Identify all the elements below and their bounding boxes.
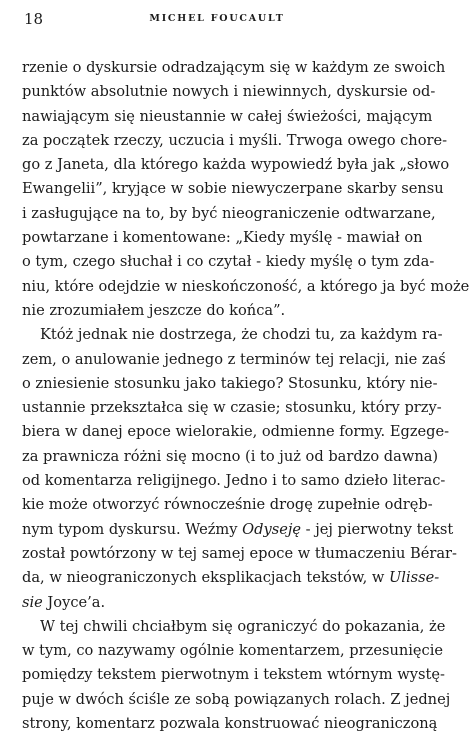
text-line (22, 518, 454, 542)
text-segment: pomiędzy tekstem pierwotnym i tekstem wtórnym wystę- (22, 666, 445, 684)
text-line (22, 129, 448, 153)
text-segment: W tej chwili chciałbym się ograniczyć do pokazania, że (40, 617, 446, 635)
text-segment: nym typom dyskursu. Weźmy (22, 520, 238, 538)
text-segment: puje w dwóch ściśle ze sobą powiązanych rolach. Z jednej (22, 690, 451, 708)
text-segment: rzenie o dyskursie odradzającym się w każdym ze swoich (22, 59, 446, 76)
text-line (22, 469, 446, 493)
text-segment: został powtórzony w tej samej epoce w tłumaczeniu Bérar- (22, 544, 457, 562)
text-line (22, 105, 433, 129)
text-segment: nie zrozumiałem jeszcze do końca”. (22, 301, 286, 319)
text-line (22, 663, 445, 687)
text-line (22, 420, 450, 444)
text-line (22, 299, 415, 323)
text-segment: powtarzane i komentowane: „Kiedy myślę - mawiał on (22, 229, 423, 247)
text-segment: i zasługujące na to, by być nieograniczenie odtwarzane, (22, 204, 436, 222)
text-line (22, 323, 443, 347)
text-segment: strony, komentarz pozwala konstruować nieograniczoną (22, 715, 438, 733)
text-line (22, 372, 438, 396)
text-segment: Ewangelii”, kryjące w sobie niewyczerpane skarby sensu (22, 180, 444, 198)
text-segment: go z Janeta, dla którego każda wypowiedź była jak „słowo (22, 156, 450, 174)
text-line (22, 348, 446, 372)
text-segment: niu, które odejdzie w nieskończoność, a którego ja być może (22, 277, 469, 295)
body-text (22, 56, 469, 736)
text-line (22, 226, 423, 250)
text-segment: o zniesienie stosunku jako takiego? Stosunku, który nie- (22, 374, 438, 392)
running-head: MICHEL FOUCAULT (149, 13, 285, 24)
text-segment: o tym, czego słuchał i co czytał - kiedy myślę o tym zda- (22, 253, 435, 271)
text-line (22, 56, 446, 80)
page-header (24, 10, 410, 32)
text-line (22, 591, 415, 615)
text-segment: za prawnicza różni się mocno (i to już od bardzo dawna) (22, 447, 439, 465)
text-segment: nawiającym się nieustannie w całej świeżości, mającym (22, 107, 433, 125)
text-segment: punktów absolutnie nowych i niewinnych, dyskursie od- (22, 83, 436, 101)
text-line (22, 615, 446, 639)
text-segment: Joyce’a. (42, 593, 106, 611)
text-segment: w tym, co nazywamy ogólnie komentarzem, przesunięcie (22, 642, 444, 660)
text-line (22, 275, 469, 299)
text-line (22, 688, 451, 712)
text-segment: Któż jednak nie dostrzega, że chodzi tu, za każdym ra- (40, 326, 443, 344)
page-number: 18 (24, 10, 44, 28)
text-segment: zem, o anulowanie jednego z terminów tej relacji, nie zaś (22, 350, 446, 368)
italic-title: Ulisse- (388, 569, 440, 587)
text-line (22, 712, 438, 736)
text-line (22, 250, 435, 274)
italic-title: sie (22, 593, 43, 611)
text-segment: kie może otworzyć równocześnie drogę zupełnie odręb- (22, 496, 433, 514)
italic-title: Odyseję (242, 520, 301, 538)
text-line (22, 396, 442, 420)
text-line (22, 177, 444, 201)
text-segment: za początek rzeczy, uczucia i myśli. Trwoga owego chore- (22, 131, 448, 149)
text-line (22, 153, 450, 177)
text-line (22, 202, 436, 226)
text-segment: ustannie przekształca się w czasie; stosunku, który przy- (22, 399, 442, 417)
text-line (22, 445, 439, 469)
text-line (22, 566, 440, 590)
text-segment: da, w nieograniczonych eksplikacjach tekstów, w (22, 569, 385, 587)
text-segment: od komentarza religijnego. Jedno i to samo dzieło literac- (22, 472, 446, 490)
text-segment: - jej pierwotny tekst (301, 520, 454, 538)
text-line (22, 542, 457, 566)
text-line (22, 639, 444, 663)
text-segment: biera w danej epoce wielorakie, odmienne formy. Egzege- (22, 423, 450, 441)
text-line (22, 80, 436, 104)
text-line (22, 493, 433, 517)
